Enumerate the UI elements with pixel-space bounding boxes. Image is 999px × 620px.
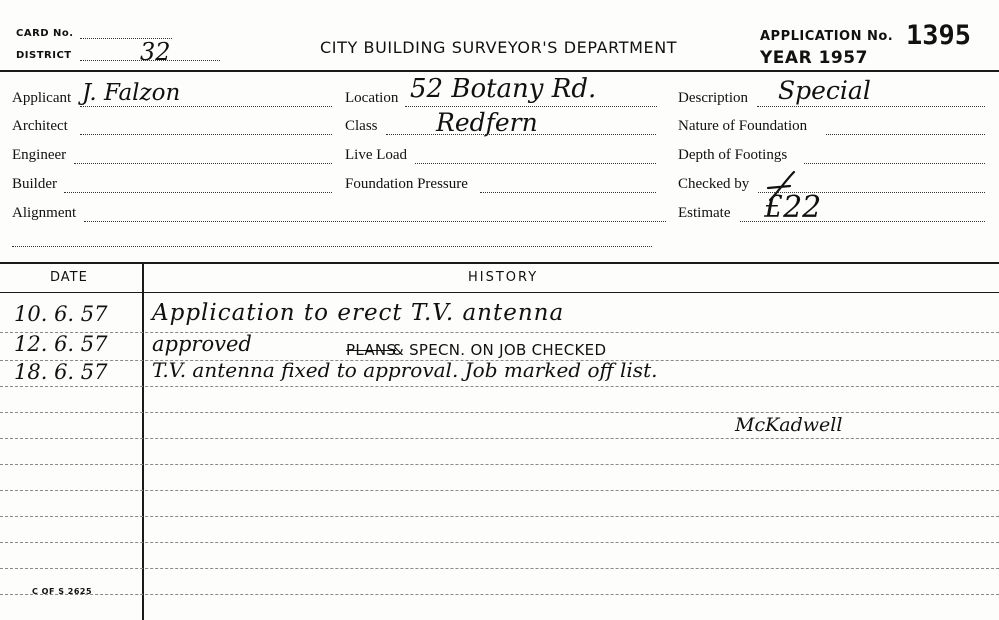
- ruled-line: [0, 542, 999, 543]
- architect-label: Architect: [12, 118, 68, 134]
- class-label: Class: [345, 118, 378, 134]
- alignment-line: [84, 221, 666, 222]
- signature: McKadwell: [735, 414, 843, 436]
- applicant-value: J. Falzon: [82, 80, 181, 106]
- foundation-pressure-line: [480, 192, 656, 193]
- history-entry: approved: [152, 332, 252, 356]
- history-column-header: HISTORY: [468, 270, 539, 285]
- card-no-label: CARD No.: [16, 28, 74, 39]
- history-top-rule: [0, 262, 999, 264]
- engineer-line: [74, 163, 332, 164]
- extra-line: [12, 246, 652, 247]
- ruled-line: [0, 464, 999, 465]
- date-column-header: DATE: [50, 270, 88, 285]
- application-no-label: APPLICATION No.: [760, 29, 894, 44]
- ruled-line: [0, 386, 999, 387]
- ruled-line: [0, 490, 999, 491]
- district-label: DISTRICT: [16, 50, 72, 61]
- department-title: CITY BUILDING SURVEYOR'S DEPARTMENT: [320, 38, 678, 57]
- ruled-line: [0, 594, 999, 595]
- live-load-label: Live Load: [345, 147, 408, 163]
- applicant-label: Applicant: [12, 90, 72, 106]
- ruled-line: [0, 438, 999, 439]
- history-date: 10. 6. 57: [14, 302, 108, 326]
- form-code: C OF S 2625: [32, 587, 93, 596]
- live-load-line: [415, 163, 656, 164]
- checked-by-label: Checked by: [678, 176, 750, 192]
- description-label: Description: [678, 90, 748, 106]
- applicant-line: [80, 106, 332, 107]
- header-rule: [0, 70, 999, 72]
- history-entry: T.V. antenna fixed to approval. Job marked off list.: [152, 358, 658, 382]
- history-entry: Application to erect T.V. antenna: [152, 300, 565, 326]
- description-value: Special: [778, 76, 871, 105]
- foundation-pressure-label: Foundation Pressure: [345, 176, 468, 192]
- nature-of-foundation-label: Nature of Foundation: [678, 118, 808, 134]
- builder-label: Builder: [12, 176, 57, 192]
- ruled-line: [0, 332, 999, 333]
- stamp-struck-word: PLANS: [346, 341, 397, 359]
- ruled-line: [0, 412, 999, 413]
- ruled-line: [0, 568, 999, 569]
- estimate-value: £22: [764, 190, 822, 225]
- district-value: 32: [140, 38, 171, 66]
- depth-of-footings-line: [804, 163, 985, 164]
- ruled-line: [0, 516, 999, 517]
- location-value: 52 Botany Rd.: [410, 74, 597, 104]
- engineer-label: Engineer: [12, 147, 67, 163]
- year-label: YEAR 1957: [760, 48, 868, 68]
- history-header-rule: [0, 292, 999, 293]
- architect-line: [80, 134, 332, 135]
- approval-stamp: & SPECN. ON JOB CHECKED: [392, 341, 607, 359]
- location-label: Location: [345, 90, 399, 106]
- history-date: 18. 6. 57: [14, 360, 108, 384]
- builder-line: [64, 192, 332, 193]
- estimate-label: Estimate: [678, 205, 731, 221]
- history-date: 12. 6. 57: [14, 332, 108, 356]
- depth-of-footings-label: Depth of Footings: [678, 147, 788, 163]
- date-column-divider: [142, 262, 144, 620]
- class-value: Redfern: [436, 108, 538, 137]
- application-number-stamp: 1395: [906, 20, 972, 51]
- description-line: [757, 106, 985, 107]
- location-line: [405, 106, 657, 107]
- nature-of-foundation-line: [826, 134, 985, 135]
- alignment-label: Alignment: [12, 205, 77, 221]
